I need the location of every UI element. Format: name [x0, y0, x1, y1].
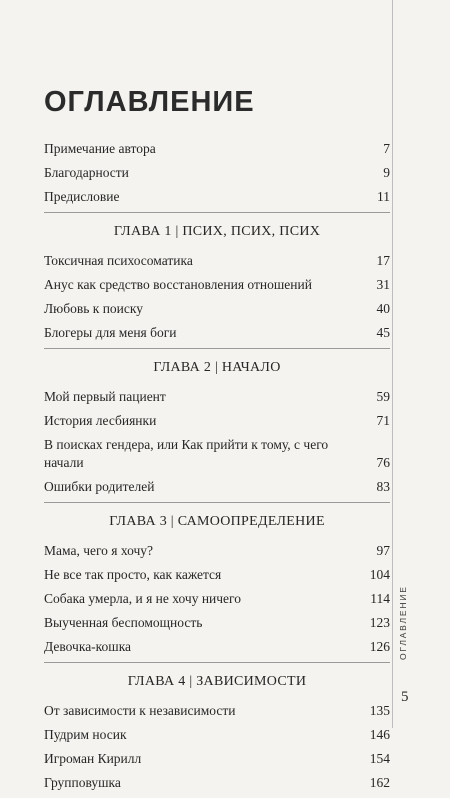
toc-entry-page: 146 [369, 727, 390, 742]
toc-entry-page: 17 [376, 253, 390, 268]
section-divider [44, 502, 390, 503]
toc-chapters [44, 212, 390, 792]
toc-entry[interactable] [44, 388, 390, 406]
toc-entry-title: Игроман Кирилл [44, 751, 142, 766]
margin-rule [392, 0, 393, 728]
toc-entry[interactable] [44, 300, 390, 318]
toc-entry[interactable] [44, 252, 390, 270]
toc-entry[interactable] [44, 478, 390, 496]
toc-intro-section [44, 140, 390, 206]
toc-entry[interactable] [44, 436, 390, 472]
toc-entry-page: 104 [369, 567, 390, 582]
chapter-heading[interactable]: ГЛАВА 4 | ЗАВИСИМОСТИ [127, 674, 307, 689]
toc-entry[interactable] [44, 590, 390, 608]
toc-entry-title: Девочка-кошка [44, 639, 132, 654]
running-head: ОГЛАВЛЕНИЕ [398, 585, 408, 660]
chapter-heading[interactable]: ГЛАВА 3 | САМООПРЕДЕЛЕНИЕ [109, 514, 325, 529]
table-of-contents [44, 140, 390, 798]
toc-entry-page: 83 [376, 479, 390, 494]
toc-entry[interactable] [44, 276, 390, 294]
toc-entry[interactable] [44, 726, 390, 744]
toc-entry[interactable] [44, 750, 390, 768]
toc-entry-title: Выученная беспомощность [44, 615, 203, 630]
toc-entry-page: 114 [370, 591, 390, 606]
chapter-heading[interactable]: ГЛАВА 2 | НАЧАЛО [153, 360, 281, 375]
toc-entry-title: Ошибки родителей [44, 479, 155, 494]
toc-entry-title: Пудрим носик [44, 727, 127, 742]
toc-entry-page: 154 [369, 751, 390, 766]
toc-entry[interactable] [44, 324, 390, 342]
toc-entry-title: Мой первый пациент [44, 389, 166, 404]
toc-entry-title: Примечание автора [44, 141, 156, 156]
toc-entry-page: 59 [376, 389, 390, 404]
toc-entry-page: 71 [376, 413, 390, 428]
toc-entry-page: 11 [377, 189, 390, 204]
toc-entry-page: 162 [369, 775, 390, 790]
toc-entry-title: От зависимости к независимости [44, 703, 236, 718]
page-title: ОГЛАВЛЕНИЕ [44, 86, 255, 118]
section-divider [44, 348, 390, 349]
toc-entry[interactable] [44, 140, 390, 158]
section-divider [44, 662, 390, 663]
toc-entry-page: 7 [383, 141, 390, 156]
toc-entry-title: Групповушка [44, 775, 121, 790]
toc-entry[interactable] [44, 638, 390, 656]
toc-entry[interactable] [44, 614, 390, 632]
toc-entry-page: 40 [376, 301, 390, 316]
toc-entry-title: Любовь к поиску [44, 301, 144, 316]
toc-entry[interactable] [44, 542, 390, 560]
toc-entry-title: В поисках гендера, или Как прийти к тому, с чего начали [44, 437, 329, 470]
toc-entry[interactable] [44, 774, 390, 792]
toc-entry-page: 76 [376, 455, 390, 470]
toc-entry-page: 123 [369, 615, 390, 630]
toc-entry-title: Токсичная психосоматика [44, 253, 193, 268]
toc-entry-title: Мама, чего я хочу? [44, 543, 154, 558]
toc-entry[interactable] [44, 702, 390, 720]
toc-entry-page: 126 [369, 639, 390, 654]
toc-entry-page: 31 [376, 277, 390, 292]
chapter-heading[interactable]: ГЛАВА 1 | ПСИХ, ПСИХ, ПСИХ [113, 224, 321, 239]
section-divider [44, 212, 390, 213]
toc-entry-page: 45 [376, 325, 390, 340]
toc-entry-title: Блогеры для меня боги [44, 325, 177, 340]
toc-entry[interactable] [44, 164, 390, 182]
toc-entry[interactable] [44, 412, 390, 430]
toc-entry[interactable] [44, 566, 390, 584]
toc-entry-title: Не все так просто, как кажется [44, 567, 222, 582]
toc-entry-page: 97 [376, 543, 390, 558]
toc-entry[interactable] [44, 188, 390, 206]
page-number: 5 [401, 689, 409, 705]
toc-entry-page: 135 [369, 703, 390, 718]
toc-entry-page: 9 [383, 165, 390, 180]
toc-entry-title: История лесбиянки [44, 413, 157, 428]
toc-entry-title: Анус как средство восстановления отношений [44, 277, 312, 292]
toc-entry-title: Собака умерла, и я не хочу ничего [44, 591, 242, 606]
toc-entry-title: Благодарности [44, 165, 129, 180]
toc-entry-title: Предисловие [44, 189, 120, 204]
